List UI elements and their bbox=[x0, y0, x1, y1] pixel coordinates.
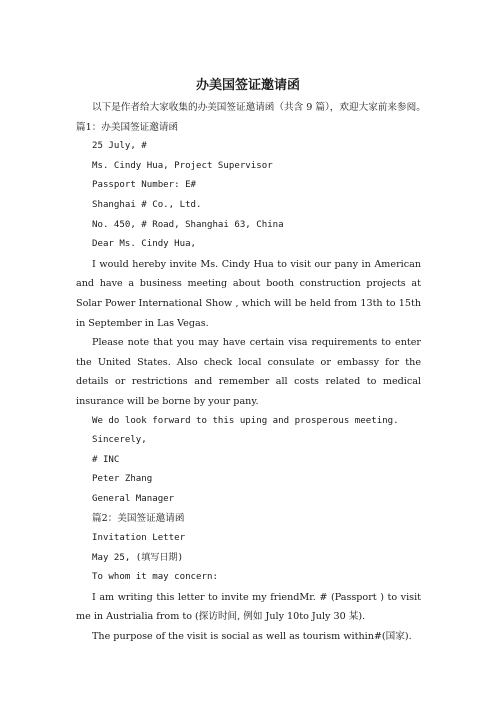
letter1-paragraph: We do look forward to this uping and prosperous meeting. bbox=[92, 415, 399, 426]
letter1-address: No. 450, # Road, Shanghai 63, China bbox=[92, 219, 284, 230]
letter1-paragraph: I would hereby invite Ms. Cindy Hua to visit our pany in American and have a business meeting about booth construction projects at Solar Power International Show , which will be held from 13th to 15th in September in Las Vegas. bbox=[76, 258, 421, 329]
letter1-closing: Sincerely, bbox=[92, 435, 147, 446]
letter1-company: Shanghai # Co., Ltd. bbox=[92, 199, 202, 210]
letter1-org: # INC bbox=[92, 454, 120, 465]
intro-paragraph: 以下是作者给大家收集的办美国签证邀请函（共含 9 篇），欢迎大家前来参阅。 篇1：办美国签证邀请函 bbox=[76, 102, 431, 133]
letter2-salutation: To whom it may concern: bbox=[92, 572, 218, 583]
letter2-paragraph: The purpose of the visit is social as well as tourism within#(国家). bbox=[92, 631, 412, 643]
letter1-recipient: Ms. Cindy Hua, Project Supervisor bbox=[92, 160, 273, 171]
page-title: 办美国签证邀请函 bbox=[195, 78, 300, 93]
letter1-signer: Peter Zhang bbox=[92, 474, 153, 485]
letter2-date: May 25, (填写日期) bbox=[92, 552, 184, 563]
letter1-date: 25 July, # bbox=[92, 141, 147, 152]
letter2-paragraph: I am writing this letter to invite my friendMr. # (Passport ) to visit me in Austrialia from to (探访时间, 例如 July 10to July 30 某). bbox=[76, 591, 421, 623]
document-body bbox=[76, 98, 431, 647]
letter2-title: Invitation Letter bbox=[92, 533, 186, 544]
letter1-signer-title: General Manager bbox=[92, 493, 175, 504]
letter1-paragraph: Please note that you may have certain visa requirements to enter the United States. Also check local consulate or embassy for the details or restrictions and remember all costs related to medical insurance will be borne by your pany. bbox=[76, 337, 421, 407]
letter2-heading: 篇2：美国签证邀请函 bbox=[92, 513, 185, 525]
letter1-salutation: Dear Ms. Cindy Hua, bbox=[92, 239, 197, 250]
letter1-passport: Passport Number: E# bbox=[92, 180, 197, 191]
